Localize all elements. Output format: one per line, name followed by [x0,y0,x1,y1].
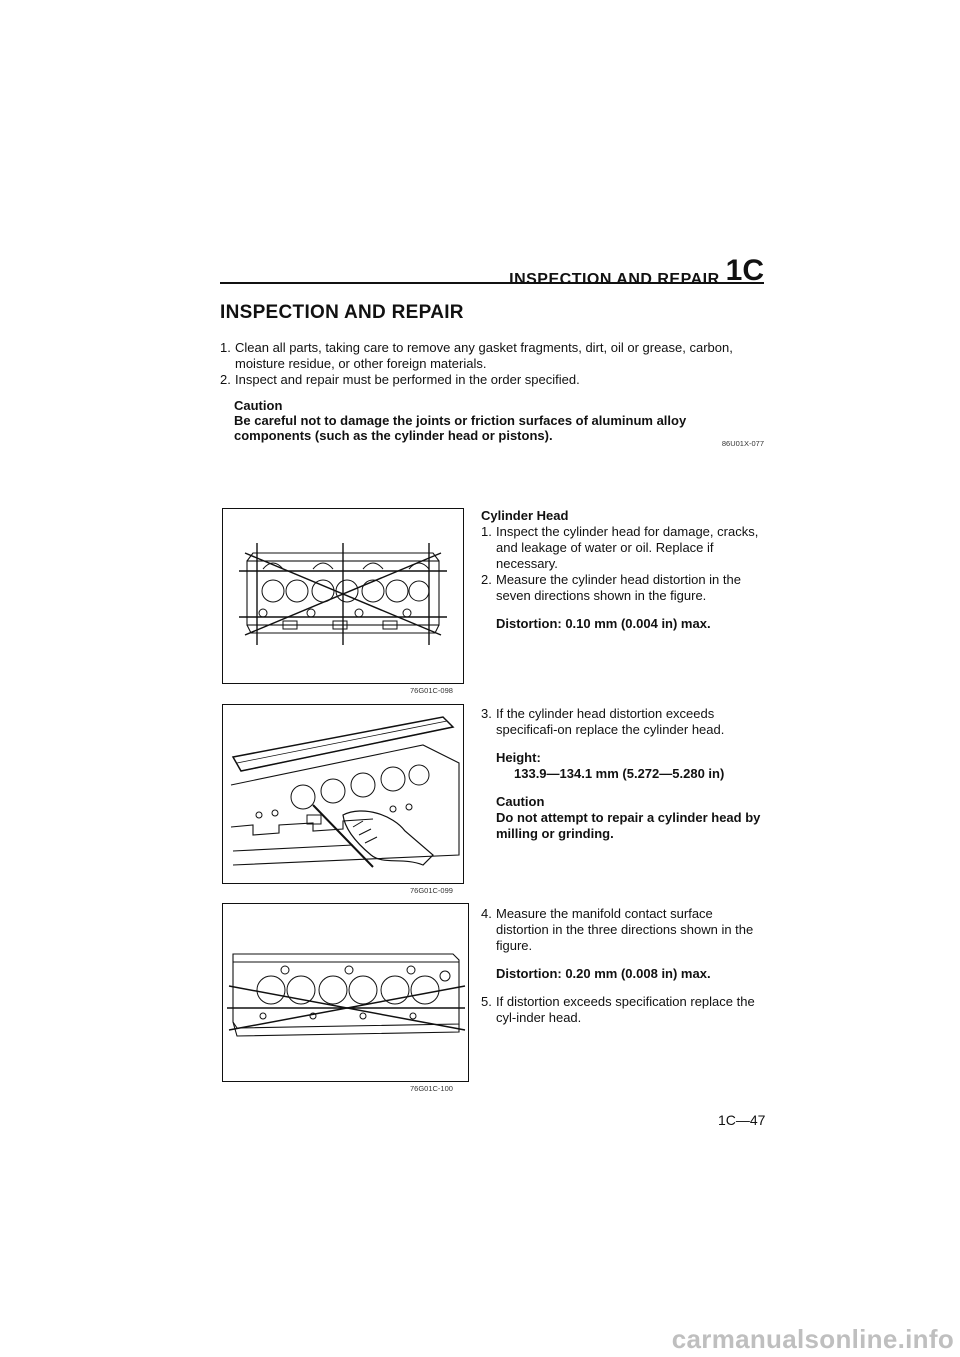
intro-item-1: 1. Clean all parts, taking care to remove any gasket fragments, dirt, oil or grease, carbon, moisture residue, or other foreign materials. [220,340,733,371]
caution-label: Caution [234,398,283,413]
caution-note-2 [496,794,766,842]
figure-code: 76G01C-099 [410,886,453,895]
intro-list [220,340,765,388]
figure-code: 76G01C-098 [410,686,453,695]
intro-item-2: 2. Inspect and repair must be performed in the order specified. [220,372,580,387]
figure-cylinder-head-distortion [222,508,464,684]
subsection-heading: Cylinder Head [481,508,569,523]
step-5: 5. If distortion exceeds specification replace the cyl-inder head. [481,994,755,1025]
header-section-code: 1C [725,254,764,287]
reference-code: 86U01X-077 [721,439,764,448]
height-spec [496,750,766,782]
height-label: Height: [496,750,541,765]
caution-label: Caution [496,794,545,809]
figure-cylinder-head-height [222,704,464,884]
caution-text: Do not attempt to repair a cylinder head by milling or grinding. [496,810,761,841]
distortion-spec: Distortion: 0.10 mm (0.004 in) max. [496,616,711,631]
manifold-section [481,906,766,1026]
watermark: carmanualsonline.info [671,1324,954,1354]
figure-code: 76G01C-100 [410,1084,453,1093]
cylinder-head-section [481,508,766,632]
running-header [220,248,764,288]
caution-note [234,398,765,443]
cylinder-head-height-measurement-diagram-icon [223,705,463,883]
height-section [481,706,766,842]
section-title: INSPECTION AND REPAIR [220,302,464,323]
step-2: 2. Measure the cylinder head distortion in the seven directions shown in the figure. [481,572,741,603]
manifold-surface-distortion-diagram-icon [223,904,468,1081]
manifold-distortion-spec: Distortion: 0.20 mm (0.008 in) max. [496,966,711,981]
header-title: INSPECTION AND REPAIR [509,271,720,288]
height-value: 133.9—134.1 mm (5.272—5.280 in) [514,766,725,781]
caution-text: Be careful not to damage the joints or friction surfaces of aluminum alloy components (such as the cylinder head or pistons). [234,413,687,443]
step-1: 1. Inspect the cylinder head for damage, cracks, and leakage of water or oil. Replace if necessary. [481,524,759,571]
figure-manifold-surface [222,903,469,1082]
step-3: 3. If the cylinder head distortion exceeds specificafi-on replace the cylinder head. [481,706,725,737]
cylinder-head-distortion-diagram-icon [223,509,463,683]
page-number: 1C—47 [718,1112,766,1128]
step-4: 4. Measure the manifold contact surface distortion in the three directions shown in the figure. [481,906,754,953]
